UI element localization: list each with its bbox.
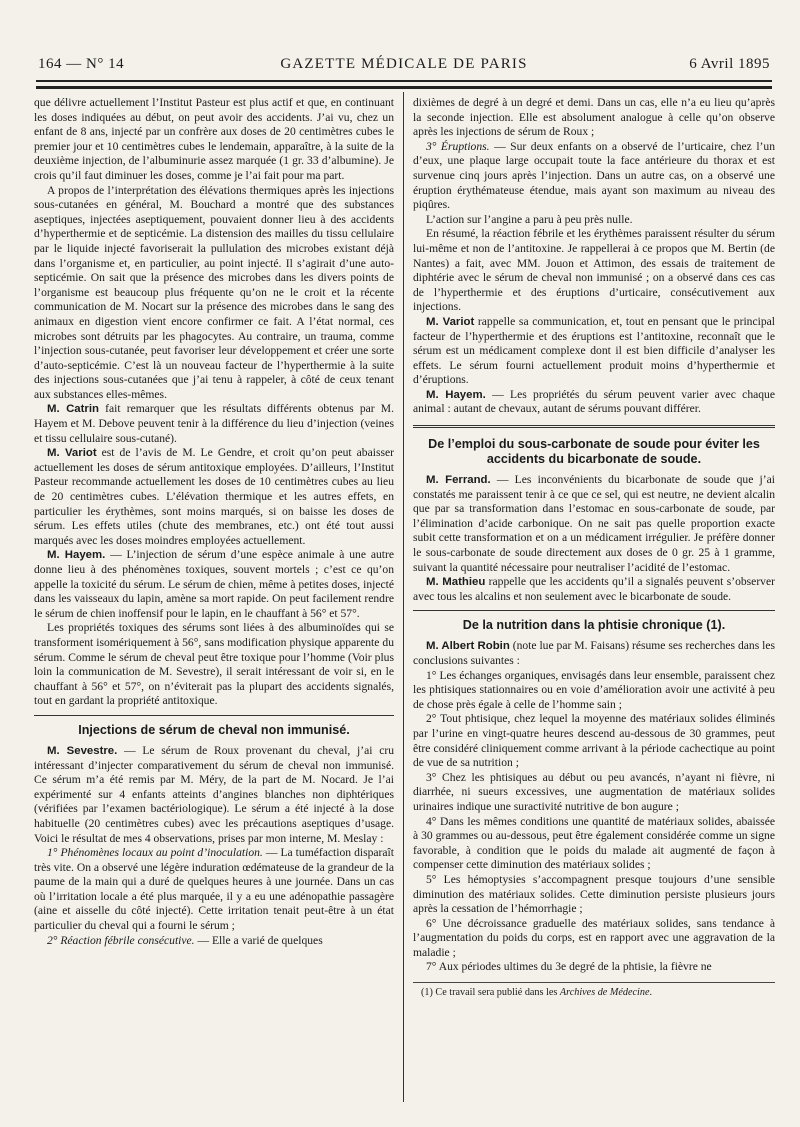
paragraph [413,388,775,417]
conclusion-item: 6° Une décroissance graduelle des matériaux solides, sans tendance à l’augmentation du poids du corps, est en rapport avec une aggravation de la maladie ; [413,916,775,959]
speaker-text: fait remarquer que les résultats différents obtenus par M. Hayem et M. Debove peuvent tenir à la différence du lieu d’injection (veines et tissu cellulaire sous-cutané). [34,402,394,445]
paragraph: dixièmes de degré à un degré et demi. Dans un cas, elle n’a eu lieu qu’après la seconde injection. Elle est absolument analogue à celle qu’on observe après les injections de sérum de Roux ; [413,96,775,139]
speaker-name: M. Albert Robin [426,640,510,653]
paragraph: L’action sur l’angine a paru à peu près nulle. [426,212,633,226]
speaker-name: M. Hayem. [426,388,486,401]
footnote [413,987,775,999]
conclusion-item: 7° Aux périodes ultimes du 3e degré de la phtisie, la fièvre ne [426,960,712,974]
conclusion-item: 5° Les hémoptysies s’accompagnent presque toujours d’une sensible diminution des matériaux solides. Cette diminution persiste plusieurs jours après la cessation de l’hémorrhagie ; [413,872,775,916]
speaker-text: — Les propriétés du sérum peuvent varier avec chaque animal : autant de chevaux, autant de sérums pouvant différer. [413,387,776,416]
footnote-journal: Archives de Médecine [559,987,650,999]
paragraph [413,575,775,604]
paragraph [34,548,394,621]
item-title: 1° Phénomènes locaux au point d’inoculation. [47,846,263,860]
speaker-text: — Les inconvénients du bicarbonate de soude que j’ai constatés me paraissent tenir à ce que ce sel, qui est neutre, ne devient alcalin que par sa transformation dans l’estomac en sous-carbonate de soude, par l’élimination d’acide carbonique. On ne sait pas quelle proportion exacte subit cette transformation et on a un médicament irrégulier. Je préfère donner le sous-carbonate de soude directement aux doses de 0 gr. 25 à 1 gramme, suivant la quantité nécessaire pour neutraliser l’acidité de l’estomac. [413,473,775,574]
paragraph [34,846,394,934]
speaker-text: — Le sérum de Roux provenant du cheval, j’ai cru intéressant d’injecter comparativement du sérum de cheval non immunisé. Ce sérum m’a été remis par M. Méry, de la part de M. Nocard. Je l’ai expérimenté sur 4 enfants atteints d’angines blanches non diphtériques (vérifiées par l’examen bactériologique). Le sérum a été injecté à la dose habituelle (20 centimètres cubes) avec les précautions aseptiques d’usage. Voici le résultat de mes 4 observations, prises par mon interne, M. Meslay : [34,743,394,845]
speaker-text: — L’injection de sérum d’une espèce animale à une autre donne lieu à des phénomènes toxiques, souvent mortels ; c’est ce qu’on appelle la toxicité du sérum. Le sérum de chien, même à petites doses, injecté dans les vaisseaux du lapin, amène sa mort rapide. On peut facilement rendre le sérum de chien inoffensif pour le lapin, en le chauffant à 56° et 57°. [34,548,394,620]
item-title: 3° Éruptions. [426,139,490,153]
paragraph: que délivre actuellement l’Institut Pasteur est plus actif et que, en continuant les doses indiquées au début, on peut avoir des accidents. J’ai vu, chez un enfant de 8 ans, injecté par un confrère aux doses de 20 centimètres cubes le premier jour et 10 centimètres cubes le lendemain, apparaître, à la suite de la deuxième injection, de l’albuminurie assez marquée (1 gr. 33 d’albumine). Je crois qu’il faut diminuer les doses, comme je l’ai fait pour ma part. [34,96,394,182]
paragraph [413,315,775,388]
speaker-text: est de l’avis de M. Le Gendre, et croit qu’on peut abaisser actuellement les doses de sérum antitoxique employées. D’ailleurs, l’Institut Pasteur recommande actuellement les doses de 10 centimètres cubes au lieu de 20 centimètres cubes. L’élévation thermique et les autres effets, en particulier les érythèmes, sont moins marqués, si on baisse les doses de sérum. Les effets utiles (chute des membranes, etc.) ont été tout aussi marqués avec les doses moindres employées actuellement. [34,446,394,547]
paragraph [34,934,394,949]
footnote-text: (1) Ce travail sera publié dans les [421,987,560,999]
speaker-name: M. Catrin [47,403,99,416]
paragraph: En résumé, la réaction fébrile et les érythèmes paraissent résulter du sérum lui-même et non de l’antitoxine. Je rappellerai à ce propos que M. Bertin (de Nantes) a fait, avec MM. Jouon et Attimon, des essais de traitement de diphtérie avec le sérum de cheval non immunisé ; on a observé dans ces cas de l’hyperthermie et des éruptions d’urticaire, consécutivement aux injections. [413,227,775,314]
conclusion-item: 2° Tout phtisique, chez lequel la moyenne des matériaux solides éliminés par l’urine en vingt-quatre heures descend au-dessous de 30 grammes, peut être considéré cliniquement comme arrivant à la période cachectique au point de vue de sa nutrition ; [413,712,775,770]
footnote-end: . [649,987,653,999]
header-rule-thin [36,80,772,82]
footnote-rule [413,982,775,983]
right-column [413,96,775,999]
speaker-text: rappelle que les accidents qu’il a signalés peuvent s’observer avec tous les alcalins et non seulement avec le bicarbonate de soude. [413,575,775,603]
section-heading: De l’emploi du sous-carbonate de soude pour éviter les accidents du bicarbonate de soude. [428,437,760,467]
paragraph [413,473,775,575]
paragraph [413,140,775,213]
item-text: — La tuméfaction disparaît très vite. On a observé une légère induration œdémateuse de la grandeur de la paume de la main qui a duré de quelques heures à une journée. Dans un cas où l’irritation locale a été plus marquée, il y a eu une adénopathie passagère (aine et aisselle du côté injecté). Cette irritation tenait peut-être à un état particulier du cheval qui a fourni le sérum ; [34,846,394,933]
conclusion-item: 3° Chez les phtisiques au début ou peu avancés, n’ayant ni fièvre, ni diarrhée, ni sueurs excessives, une augmentation de matériaux solides urinaires indique une suractivité nutritive de bon augure ; [413,770,775,813]
conclusion-item: 4° Dans les mêmes conditions une quantité de matériaux solides, abaissée à 30 grammes ou au-dessous, peut être également considérée comme un signe favorable, à condition que le poids du malade ait augmenté de façon à compenser cette diminution des matériaux solides ; [413,814,775,872]
column-divider [403,92,404,1102]
speaker-text: rappelle sa communication, et, tout en pensant que le principal facteur de l’hyperthermie et des éruptions est l’antitoxine, reconnaît que le sérum est un médicament complexe dont il est bien difficile d’analyser les effets. Le sérum fourni actuellement produit moins d’hyperthermie et d’éruptions. [413,314,775,387]
paragraph: Les propriétés toxiques des sérums sont liées à des albuminoïdes qui se transforment isomériquement à 56°, sans modification physique apparente du sérum. Comme le sérum de cheval peut être toxique pour l’homme (Voir plus loin la communication de M. Sevestre), il serait intéressant de voir si, en le chauffant à 56° et 57°, on n’éviterait pas la plupart des accidents signalés, tout en gardant la propriété antitoxique. [34,621,394,708]
section-rule [413,610,775,611]
section-heading: Injections de sérum de cheval non immunisé. [78,722,350,737]
issue-date: 6 Avril 1895 [689,56,770,72]
paragraph [34,744,394,846]
page-number: 164 — N° 14 [38,56,125,72]
speaker-name: M. Variot [47,447,97,460]
header-rule-thick [36,86,772,89]
paragraph [34,446,394,548]
journal-title: GAZETTE MÉDICALE DE PARIS [280,56,528,72]
page-header [38,56,770,78]
conclusion-item: 1° Les échanges organiques, envisagés dans leur ensemble, paraissent chez les phtisiques stationnaires ou en voie d’amélioration avoir une activité à peu de chose près égale à celle de l’homme sain ; [413,668,775,711]
paragraph [34,402,394,446]
speaker-name: M. Ferrand. [426,474,491,487]
item-text: — Sur deux enfants on a observé de l’urticaire, chez l’un d’eux, une plaque large occupait toute la face antérieure du thorax et est survenue cinq jours après l’injection. Dans un autre cas, on a observé une éruption érythémateuse étendue, mais ayant son maximum au niveau des piqûres. [413,139,775,212]
paragraph: A propos de l’interprétation des élévations thermiques après les injections sous-cutanées en général, M. Bouchard a montré que des substances aseptiques, injectées aseptiquement, pouvaient donner lieu à des accidents d’hyperthermie et de septicémie. La distension des mailles du tissu cellulaire par le liquide injecté favoriserait la pullulation des microbes existant déjà dans l’organisme et, en particulier, au point injecté. Il s’agirait d’une auto-septicémie. On sait que la présence des microbes dans les divers points de l’organisme est beaucoup plus fréquente qu’on ne le croit et la récente communication de M. Nocart sur la présence des microbes dans le sang des animaux en digestion vient encore confirmer ce fait. A l’état normal, ces microbes sont détruits par les phagocytes. Au contraire, un trauma, comme l’injection sous-cutanée, peut favoriser leur développement et créer une sorte d’auto-septicémie. C’est là un nouveau facteur de l’hyperthermie à la suite des injections sous-cutanées que j’ai tenu à rappeler, à côté de ceux tenant aux substances elles-mêmes. [34,183,394,401]
speaker-text: (note lue par M. Faisans) résume ses recherches dans les conclusions suivantes : [413,639,776,667]
speaker-name: M. Variot [426,315,475,328]
speaker-name: M. Hayem. [47,549,106,562]
section-rule [34,715,394,716]
item-text: — Elle a varié de quelques [194,933,323,947]
paragraph [413,639,775,668]
section-rule [413,425,775,430]
section-heading: De la nutrition dans la phtisie chronique (1). [462,618,726,633]
speaker-name: M. Sevestre. [47,744,118,757]
left-column [34,96,394,948]
speaker-name: M. Mathieu [426,576,486,589]
item-title: 2° Réaction fébrile consécutive. [47,933,195,947]
